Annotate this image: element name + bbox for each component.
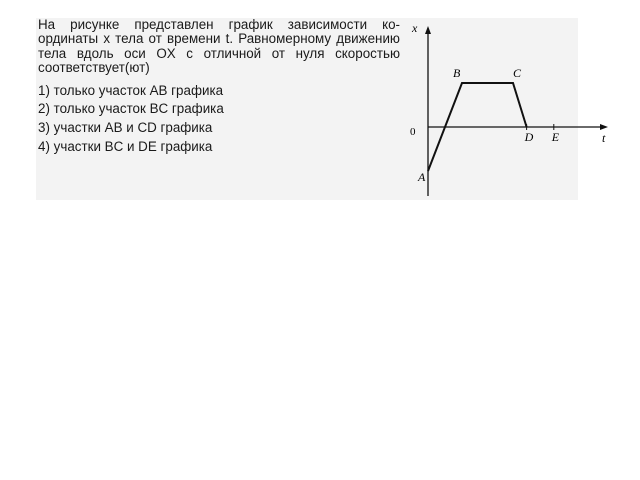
point-label-c: C bbox=[513, 66, 522, 80]
point-label-b: B bbox=[453, 66, 461, 80]
x-axis-arrow-icon bbox=[425, 26, 431, 34]
option-text: участки AB и CD графика bbox=[53, 120, 213, 136]
graph-svg bbox=[404, 18, 606, 200]
statement-line: ординаты x тела от времени t. Равномерному bbox=[38, 31, 332, 47]
statement-line: нуля скоростью соответствует(ют) bbox=[38, 45, 400, 76]
option-text: участки BC и DE графика bbox=[53, 138, 213, 154]
problem-text bbox=[38, 18, 400, 157]
problem-statement bbox=[38, 18, 400, 76]
option-number: 3) bbox=[38, 120, 50, 136]
option-text: только участок AB графика bbox=[53, 82, 224, 98]
point-label-e: E bbox=[551, 130, 560, 144]
option-number: 4) bbox=[38, 138, 50, 154]
statement-line: движению тела вдоль оси OX с отличной от bbox=[38, 31, 400, 61]
option-text: только участок BC графика bbox=[53, 101, 224, 117]
option-number: 1) bbox=[38, 82, 50, 98]
point-label-a: A bbox=[418, 170, 426, 184]
point-label-d: D bbox=[524, 130, 534, 144]
coordinate-time-graph bbox=[404, 18, 606, 205]
answer-option[interactable] bbox=[38, 120, 400, 135]
t-axis-arrow-icon bbox=[600, 124, 608, 130]
y-axis-label: x bbox=[412, 21, 418, 35]
option-number: 2) bbox=[38, 101, 50, 117]
statement-line: На рисунке представлен график зависимости ко- bbox=[38, 17, 400, 32]
graph-axes bbox=[410, 21, 608, 196]
x-axis-label: t bbox=[602, 131, 606, 145]
answer-option[interactable] bbox=[38, 83, 400, 98]
answer-option[interactable] bbox=[38, 101, 400, 116]
problem-scan bbox=[36, 17, 606, 200]
answer-options bbox=[38, 83, 400, 155]
answer-option[interactable] bbox=[38, 139, 400, 154]
origin-label: 0 bbox=[410, 126, 416, 138]
